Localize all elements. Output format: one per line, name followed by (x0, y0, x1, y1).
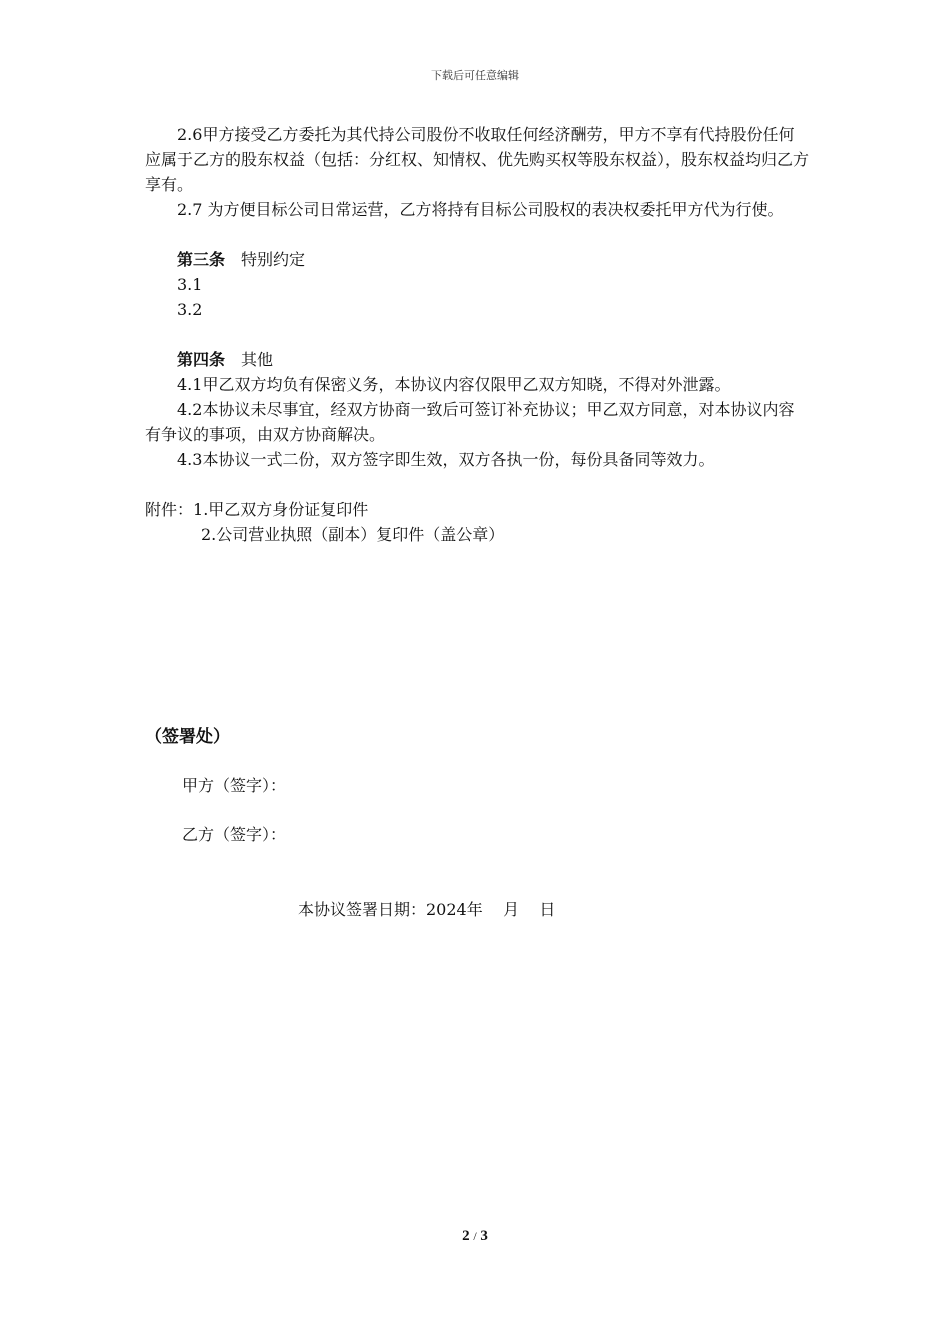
page-header: 下载后可任意编辑 (431, 69, 519, 82)
article-4-heading (145, 347, 810, 372)
article-3-title: 特别约定 (241, 250, 306, 269)
clause-3-1: 3.1 (177, 275, 203, 294)
signing-date: 本协议签署日期：2024年 月 日 (298, 900, 556, 919)
current-page: 2 (462, 1228, 470, 1244)
spacer (145, 322, 810, 347)
clause-4-1: 4.1甲乙双方均负有保密义务，本协议内容仅限甲乙双方知晓，不得对外泄露。 (177, 375, 731, 394)
spacer (145, 222, 810, 247)
page-separator: / (473, 1229, 477, 1243)
attachments-label: 附件： (145, 500, 194, 519)
clause-2-6: 2.6甲方接受乙方委托为其代持公司股份不收取任何经济酬劳，甲方不享有代持股份任何应属于乙方的股东权益（包括：分红权、知情权、优先购买权等股东权益），股东权益均归乙方享有。 (145, 125, 810, 194)
article-4-number: 第四条 (177, 350, 226, 369)
clause-3-2: 3.2 (177, 300, 203, 319)
article-3-heading (145, 247, 810, 272)
party-b-signature: 乙方（签字）： (182, 825, 287, 844)
clause-4-3: 4.3本协议一式二份，双方签字即生效，双方各执一份，每份具备同等效力。 (177, 450, 715, 469)
attachments (145, 497, 810, 522)
party-a-signature: 甲方（签字）： (182, 776, 287, 795)
clause-2-7: 2.7 为方便目标公司日常运营，乙方将持有目标公司股权的表决权委托甲方代为行使。 (177, 200, 784, 219)
attachment-item-2: 2.公司营业执照（副本）复印件（盖公章） (201, 525, 505, 544)
clause-4-2: 4.2本协议未尽事宜，经双方协商一致后可签订补充协议；甲乙双方同意，对本协议内容有争议的事项，由双方协商解决。 (145, 400, 795, 444)
article-3-number: 第三条 (177, 250, 226, 269)
document-body (145, 122, 810, 547)
page-number (0, 1228, 950, 1245)
attachment-item-1: 1.甲乙双方身份证复印件 (193, 500, 369, 519)
article-4-title: 其他 (241, 350, 274, 369)
total-pages: 3 (480, 1228, 488, 1244)
signature-title: （签署处） (145, 727, 230, 747)
spacer (145, 472, 810, 497)
